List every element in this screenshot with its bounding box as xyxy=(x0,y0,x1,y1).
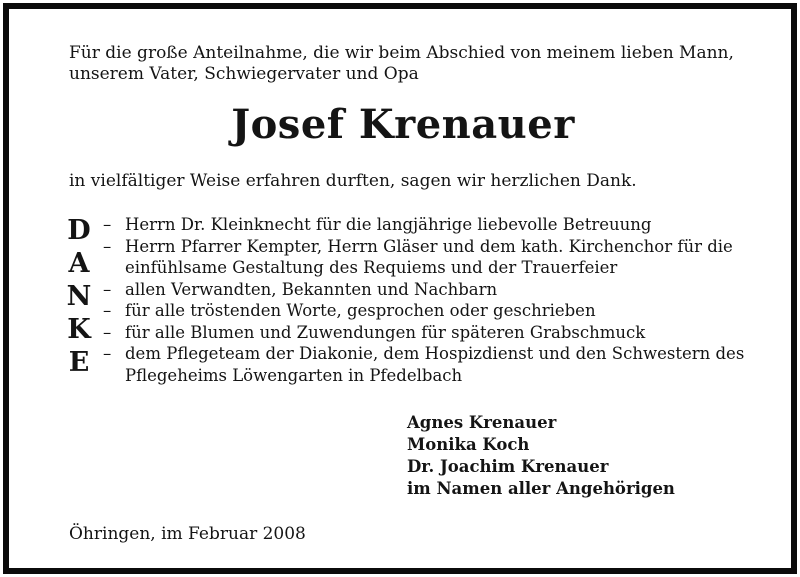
list-item-line: Pflegeheims Löwengarten in Pfedelbach xyxy=(125,365,463,385)
list-item xyxy=(103,322,763,344)
intro-line-1: Für die große Anteilnahme, die wir beim Abschied von meinem lieben Mann, xyxy=(69,43,734,63)
danke-vertical-word xyxy=(61,214,97,379)
signer-name: Monika Koch xyxy=(407,435,530,454)
list-dash: – xyxy=(103,301,112,320)
list-item-line: Herrn Pfarrer Kempter, Herrn Gläser und dem kath. Kirchenchor für die xyxy=(125,236,733,256)
list-dash: – xyxy=(103,279,112,299)
signer-name: Dr. Joachim Krenauer xyxy=(407,457,609,476)
list-dash: – xyxy=(103,236,112,256)
danke-letter: D xyxy=(67,215,91,246)
danke-letter: K xyxy=(67,314,91,345)
place-date: Öhringen, im Februar 2008 xyxy=(69,524,306,544)
list-dash: – xyxy=(103,344,112,363)
intro-line-2: unserem Vater, Schwiegervater und Opa xyxy=(69,64,419,84)
signers-block xyxy=(407,412,767,500)
list-item-line: für alle tröstenden Worte, gesprochen oder geschrieben xyxy=(125,301,596,320)
signer-name: Agnes Krenauer xyxy=(407,413,557,432)
danke-letter: E xyxy=(68,347,90,378)
list-item xyxy=(103,236,763,279)
list-item-line: allen Verwandten, Bekannten und Nachbarn xyxy=(125,279,498,299)
danke-letter: N xyxy=(66,281,92,312)
list-dash: – xyxy=(103,215,112,234)
list-dash: – xyxy=(103,322,112,342)
list-item-line: für alle Blumen und Zuwendungen für späteren Grabschmuck xyxy=(125,322,646,342)
list-item xyxy=(103,279,763,301)
list-item-line: einfühlsame Gestaltung des Requiems und der Trauerfeier xyxy=(125,258,618,277)
intro-text xyxy=(69,43,759,85)
thanks-list xyxy=(103,214,763,386)
list-item-line: dem Pflegeteam der Diakonie, dem Hospizdienst und den Schwestern des xyxy=(125,344,745,363)
notice-border xyxy=(3,3,797,574)
danke-letter: A xyxy=(68,248,90,279)
list-item xyxy=(103,300,763,322)
list-item xyxy=(103,343,763,386)
list-item-line: Herrn Dr. Kleinknecht für die langjährige liebevolle Betreuung xyxy=(125,215,652,234)
list-item xyxy=(103,214,763,236)
signer-note: im Namen aller Angehörigen xyxy=(407,479,675,498)
deceased-name: Josef Krenauer xyxy=(231,101,575,148)
thanks-line: in vielfältiger Weise erfahren durften, sagen wir herzlichen Dank. xyxy=(69,171,637,191)
